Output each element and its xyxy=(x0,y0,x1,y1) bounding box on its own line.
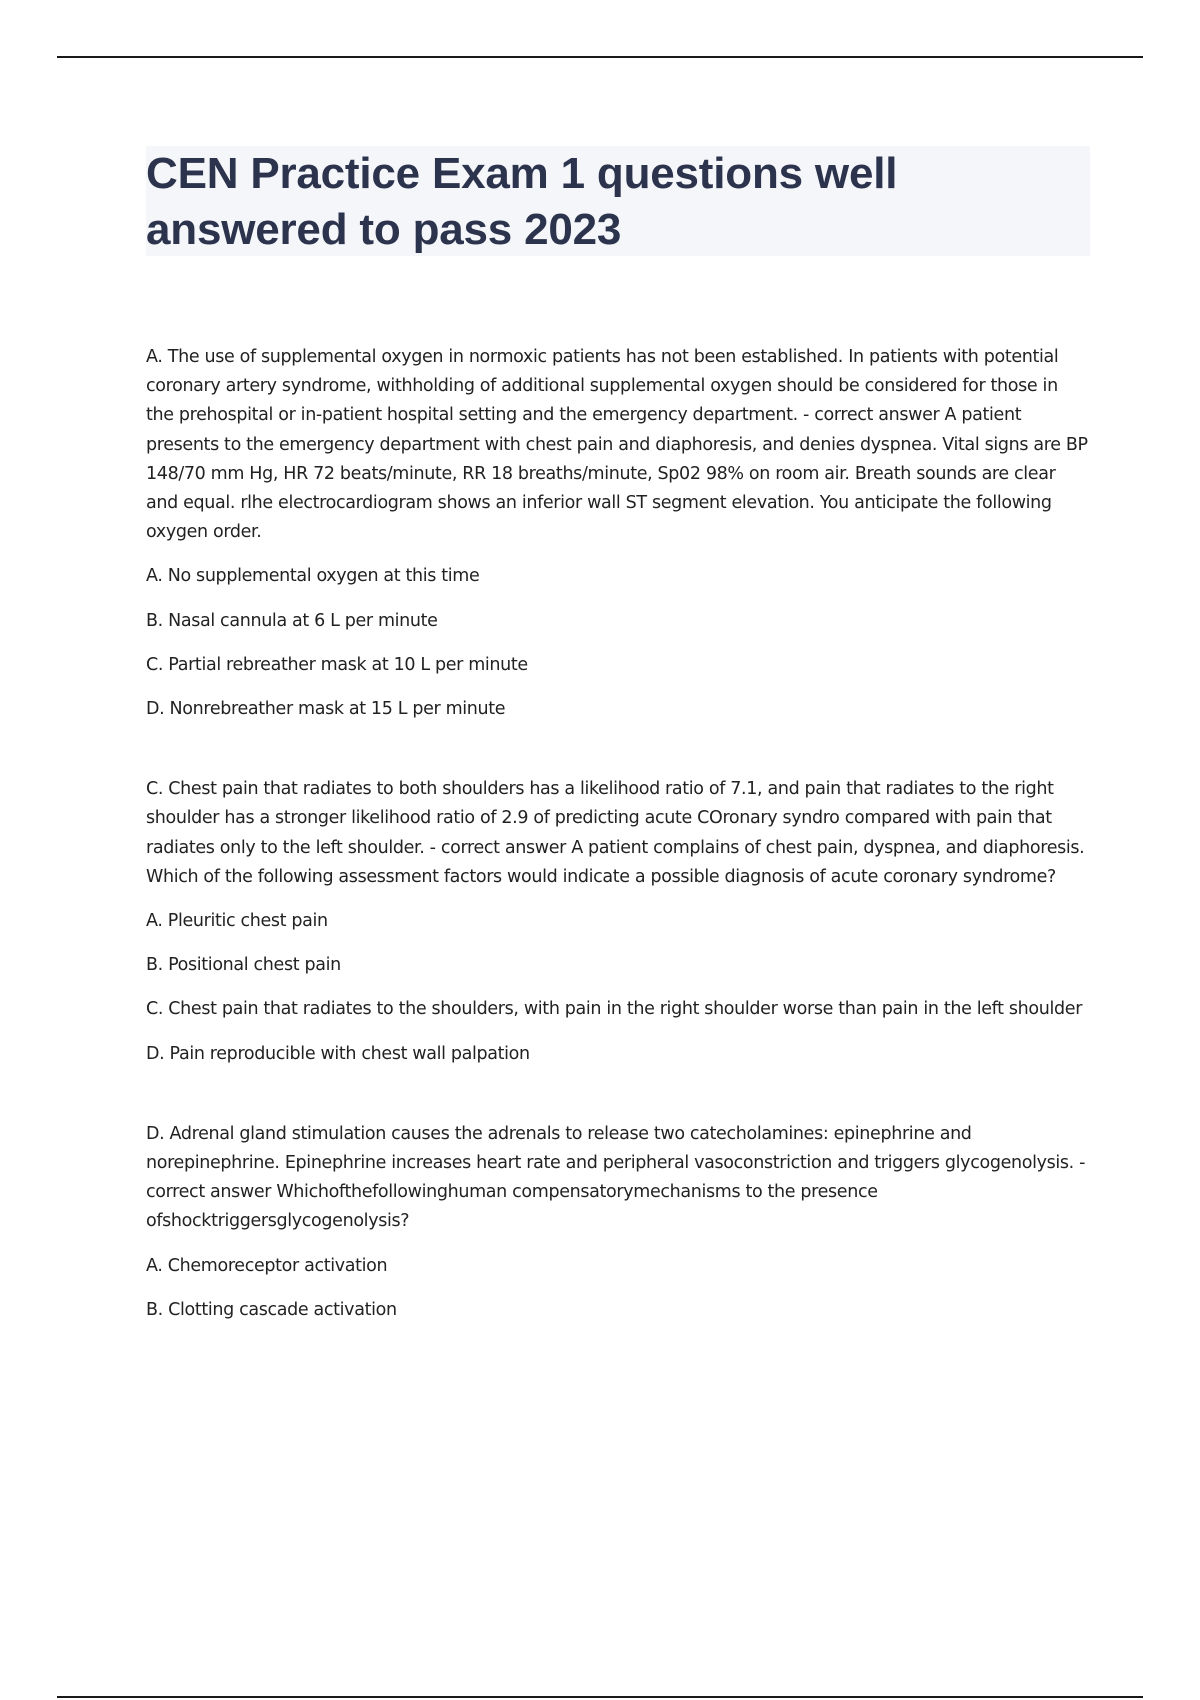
answer-option-c: C. Partial rebreather mask at 10 L per minute xyxy=(146,654,528,675)
answer-option-c: C. Chest pain that radiates to the shoulders, with pain in the right shoulder worse than pain in the left shoulder xyxy=(146,999,1083,1020)
top-divider xyxy=(57,56,1143,58)
question-block-1 xyxy=(146,343,1090,724)
bottom-divider xyxy=(57,1696,1143,1698)
answer-option-b: B. Nasal cannula at 6 L per minute xyxy=(146,610,438,631)
answer-option-a: A. No supplemental oxygen at this time xyxy=(146,566,480,587)
question-block-2 xyxy=(146,775,1090,1069)
answer-option-d: D. Nonrebreather mask at 15 L per minute xyxy=(146,699,506,720)
answer-option-b: B. Positional chest pain xyxy=(146,955,341,976)
answer-option-d: D. Pain reproducible with chest wall palpation xyxy=(146,1043,530,1064)
answer-option-a: A. Pleuritic chest pain xyxy=(146,911,328,932)
page-title: CEN Practice Exam 1 questions well answered to pass 2023 xyxy=(146,149,898,254)
question-block-3 xyxy=(146,1120,1090,1325)
document-body xyxy=(146,343,1090,1325)
title-banner xyxy=(146,146,1090,256)
answer-option-a: A. Chemoreceptor activation xyxy=(146,1255,388,1276)
answer-option-b: B. Clotting cascade activation xyxy=(146,1299,397,1320)
question-text: C. Chest pain that radiates to both shoulders has a likelihood ratio of 7.1, and pain that radiates to the right shoulder has a stronger likelihood ratio of 2.9 of predicting acute COronary syndro compared with pain that radiates only to the left shoulder. - correct answer A patient complains of chest pain, dyspnea, and diaphoresis. Which of the following assessment factors would indicate a possible diagnosis of acute coronary syndrome? xyxy=(146,779,1085,887)
question-text: A. The use of supplemental oxygen in normoxic patients has not been established. In patients with potential coronary artery syndrome, withholding of additional supplemental oxygen should be considered for those in the prehospital or in-patient hospital setting and the emergency department. - correct answer A patient presents to the emergency department with chest pain and diaphoresis, and denies dyspnea. Vital signs are BP 148/70 mm Hg, HR 72 beats/minute, RR 18 breaths/minute, Sp02 98% on room air. Breath sounds are clear and equal. rlhe electrocardiogram shows an inferior wall ST segment elevation. You anticipate the following oxygen order. xyxy=(146,347,1088,543)
question-text: D. Adrenal gland stimulation causes the adrenals to release two catecholamines: epinephrine and norepinephrine. Epinephrine increases heart rate and peripheral vasoconstriction and triggers glycogenolysis. - correct answer Whichofthefollowinghuman compensatorymechanisms to the presence ofshocktriggersglycogenolysis? xyxy=(146,1123,1086,1232)
